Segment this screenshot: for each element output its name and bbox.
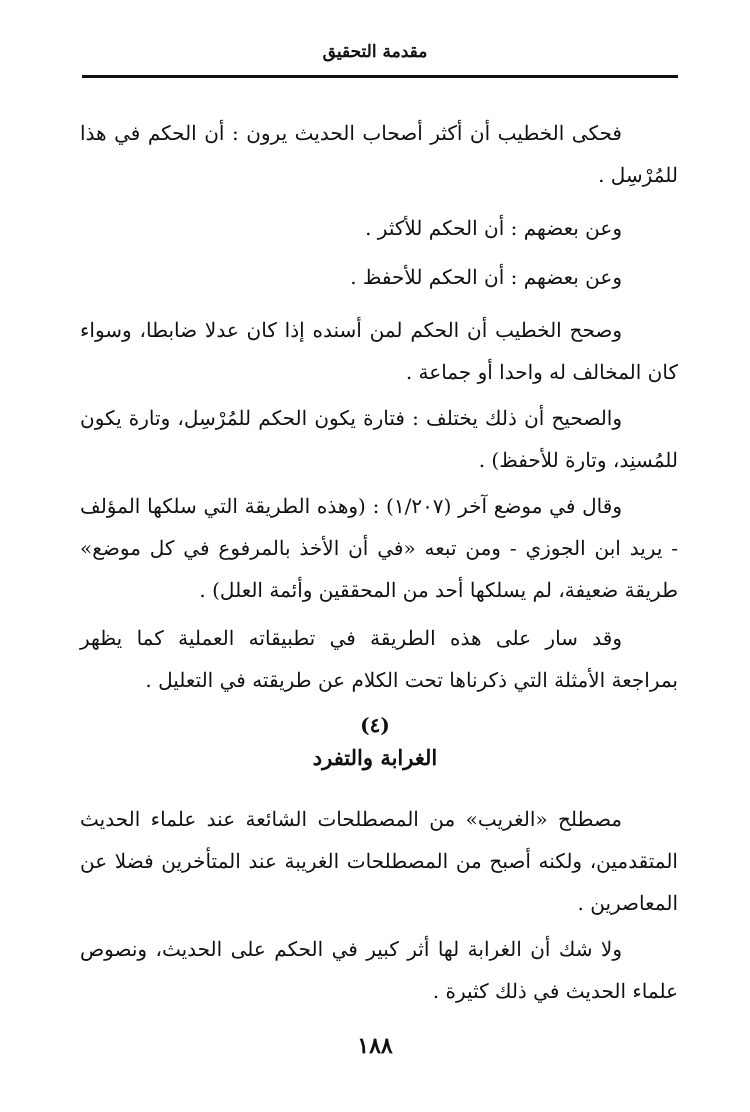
paragraph-text: وقال في موضع آخر (١/٢٠٧) : (وهذه الطريقة التي سلكها المؤلف - يريد ابن الجوزي - ومن تبعه «في أن الأخذ بالمرفوع في كل موضع» طريقة ضعيفة، لم يسلكها أحد من المحققين وأئمة العلل) . xyxy=(80,494,678,602)
paragraph-2 xyxy=(80,207,678,249)
paragraph-text: مصطلح «الغريب» من المصطلحات الشائعة عند علماء الحديث المتقدمين، ولكنه أصبح من المصطلحات الغريبة عند المتأخرين فضلا عن المعاصرين . xyxy=(80,807,678,915)
paragraph-4 xyxy=(80,309,678,393)
paragraph-text: وصحح الخطيب أن الحكم لمن أسنده إذا كان عدلا ضابطا، وسواء كان المخالف له واحدا أو جماعة . xyxy=(80,318,678,384)
section-title: الغرابة والتفرد xyxy=(312,745,438,770)
paragraph-text: والصحيح أن ذلك يختلف : فتارة يكون الحكم للمُرْسِل، وتارة يكون للمُسنِد، وتارة للأحفظ) . xyxy=(80,406,678,472)
paragraph-3 xyxy=(80,256,678,298)
running-head-title: مقدمة التحقيق xyxy=(322,42,428,62)
section-paragraph-1 xyxy=(80,798,678,924)
paragraph-text: فحكى الخطيب أن أكثر أصحاب الحديث يرون : أن الحكم في هذا للمُرْسِل . xyxy=(80,121,678,187)
paragraph-7 xyxy=(80,617,678,701)
paragraph-text: وعن بعضهم : أن الحكم للأكثر . xyxy=(365,216,622,240)
paragraph-1 xyxy=(80,112,678,196)
section-number: (٤) xyxy=(360,713,390,737)
page-number: ١٨٨ xyxy=(357,1033,393,1059)
section-paragraph-2 xyxy=(80,928,678,1012)
paragraph-text: وقد سار على هذه الطريقة في تطبيقاته العملية كما يظهر بمراجعة الأمثلة التي ذكرناها تحت الكلام عن طريقته في التعليل . xyxy=(80,626,678,692)
paragraph-text: وعن بعضهم : أن الحكم للأحفظ . xyxy=(350,265,622,289)
paragraph-6 xyxy=(80,485,678,611)
paragraph-5 xyxy=(80,397,678,481)
header-rule xyxy=(82,75,678,78)
paragraph-text: ولا شك أن الغرابة لها أثر كبير في الحكم على الحديث، ونصوص علماء الحديث في ذلك كثيرة . xyxy=(80,937,678,1003)
